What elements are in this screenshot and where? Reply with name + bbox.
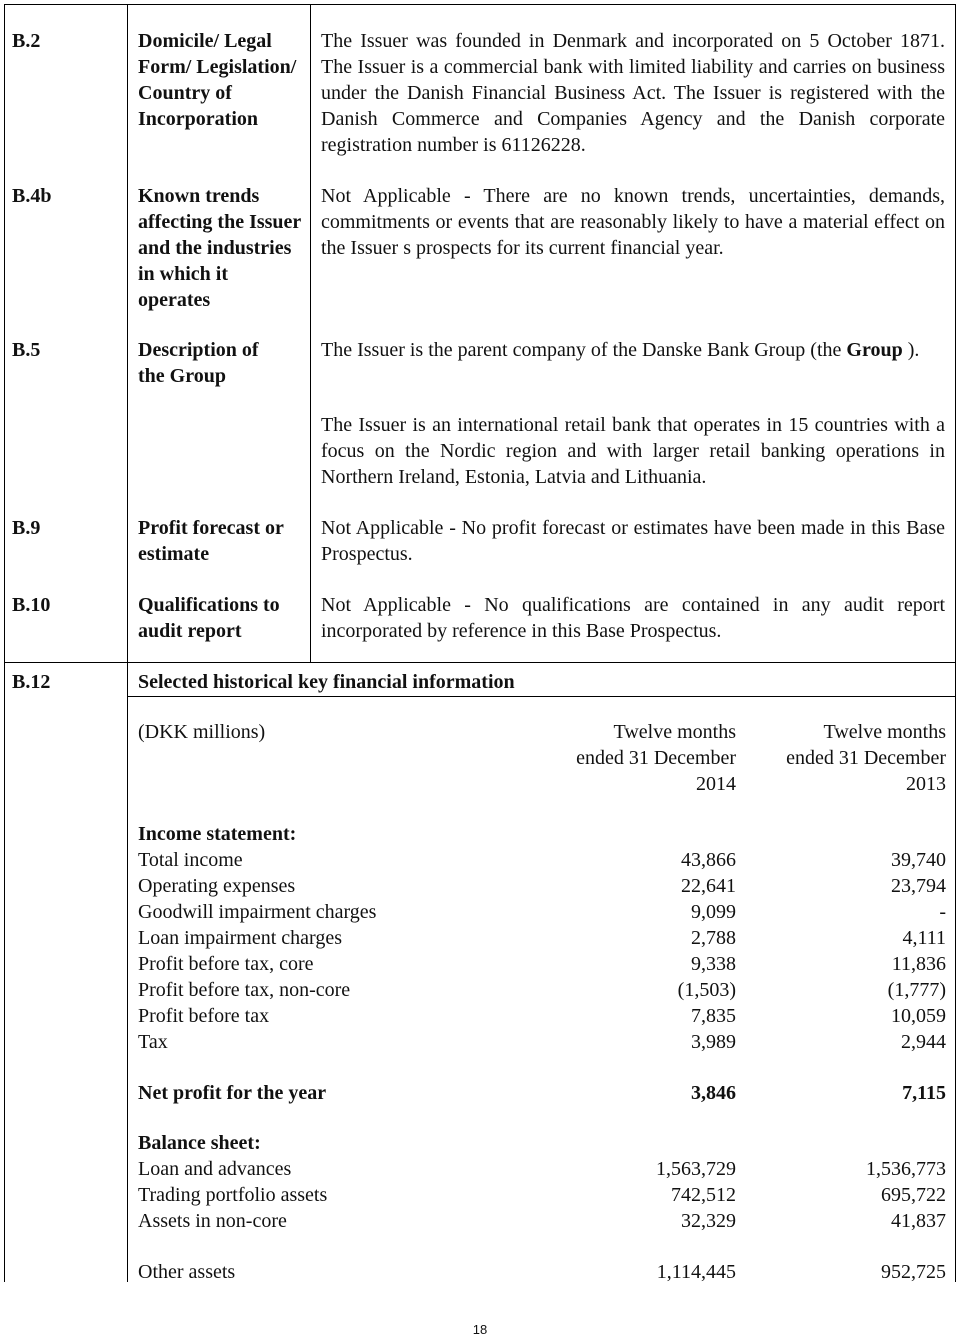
table-cell-2014: 7,835 xyxy=(691,1005,736,1027)
net-profit-2014: 3,846 xyxy=(691,1082,736,1104)
column-divider-code xyxy=(127,4,128,662)
table-row-label: Loan and advances xyxy=(138,1158,292,1180)
table-border-left xyxy=(4,4,5,1282)
column-divider-b12 xyxy=(127,662,128,696)
section-text-b5 xyxy=(321,337,945,363)
section-text-b9: Not Applicable - No profit forecast or estimates have been made in this Base Prospectus. xyxy=(321,517,945,565)
table-cell-2014: 9,338 xyxy=(691,953,736,975)
table-cell-2014: 9,099 xyxy=(691,901,736,923)
column-header-2014 xyxy=(540,719,736,797)
row-divider-b12-top xyxy=(4,662,956,663)
section-label-b2: Domicile/ Legal Form/ Legislation/ Country of Incorporation xyxy=(138,30,297,130)
table-cell-2013: 2,944 xyxy=(901,1031,946,1053)
table-row-label: Assets in non-core xyxy=(138,1210,287,1232)
section-label-b10: Qualifications to audit report xyxy=(138,594,280,642)
table-cell-2014: 2,788 xyxy=(691,927,736,949)
header-2013-line2: ended 31 December xyxy=(786,747,946,769)
table-cell-2013: 39,740 xyxy=(891,849,946,871)
header-2014-line1: Twelve months xyxy=(613,721,736,743)
section-text-b5-second: The Issuer is an international retail bank that operates in 15 countries with a focus on the Nordic region and with larger retail banking operations in Northern Ireland, Estonia, Latvia and Lithuania. xyxy=(321,414,945,488)
table-cell-2013: 10,059 xyxy=(891,1005,946,1027)
table-cell-2013: 1,536,773 xyxy=(866,1158,946,1180)
column-header-2013 xyxy=(750,719,946,797)
header-2013-line3: 2013 xyxy=(906,773,946,795)
section-code-b5: B.5 xyxy=(12,339,41,361)
section-code-b12: B.12 xyxy=(12,671,51,693)
section-text-b10: Not Applicable - No qualifications are contained in any audit report incorporated by reference in this Base Prospectus. xyxy=(321,594,945,642)
header-2014-line3: 2014 xyxy=(696,773,736,795)
table-cell-2014: 43,866 xyxy=(681,849,736,871)
table-cell-2013: (1,777) xyxy=(887,979,946,1001)
table-cell-2014: 32,329 xyxy=(681,1210,736,1232)
page-number: 18 xyxy=(472,1322,488,1337)
section-text-b2: The Issuer was founded in Denmark and incorporated on 5 October 1871. The Issuer is a commercial bank with limited liability and carries on business under the Danish Financial Business Act. The Issuer is registered with the Danish Commerce and Companies Agency and the Danish corporate registration number is 61126228. xyxy=(321,30,945,156)
section-label-b5: Description of the Group xyxy=(138,339,259,387)
table-cell-2013: 41,837 xyxy=(891,1210,946,1232)
table-cell-2013: 23,794 xyxy=(891,875,946,897)
section-label-b9: Profit forecast or estimate xyxy=(138,517,284,565)
unit-label: (DKK millions) xyxy=(138,721,266,743)
table-cell-2014: 3,989 xyxy=(691,1031,736,1053)
table-cell-2014: 1,563,729 xyxy=(656,1158,736,1180)
table-cell-2014: 742,512 xyxy=(671,1184,736,1206)
section-code-b4b: B.4b xyxy=(12,185,52,207)
table-border-top xyxy=(4,4,956,5)
b5-text-post: ). xyxy=(902,339,920,361)
header-2013-line1: Twelve months xyxy=(823,721,946,743)
column-divider-label xyxy=(310,4,311,662)
net-profit-label: Net profit for the year xyxy=(138,1082,327,1104)
balance-sheet-title: Balance sheet: xyxy=(138,1132,261,1154)
section-code-b2: B.2 xyxy=(12,30,41,52)
section-code-b10: B.10 xyxy=(12,594,51,616)
table-cell-2014: 1,114,445 xyxy=(656,1261,736,1283)
section-label-b12: Selected historical key financial information xyxy=(138,671,515,693)
row-divider-b12-bottom xyxy=(127,696,956,697)
table-row-label: Profit before tax xyxy=(138,1005,270,1027)
table-cell-2013: 952,725 xyxy=(881,1261,946,1283)
net-profit-2013: 7,115 xyxy=(902,1082,946,1104)
section-label-b4b: Known trends affecting the Issuer and the industries in which it operates xyxy=(138,185,301,311)
section-text-b4b: Not Applicable - There are no known trends, uncertainties, demands, commitments or events that are reasonably likely to have a material effect on the Issuer s prospects for its current financial year. xyxy=(321,185,945,259)
table-cell-2013: 695,722 xyxy=(881,1184,946,1206)
table-row-label: Trading portfolio assets xyxy=(138,1184,328,1206)
table-row-label: Tax xyxy=(138,1031,168,1053)
income-statement-title: Income statement: xyxy=(138,823,297,845)
table-row-label: Profit before tax, core xyxy=(138,953,314,975)
table-row-label: Loan impairment charges xyxy=(138,927,343,949)
table-border-right xyxy=(955,4,956,1282)
table-row-label: Total income xyxy=(138,849,243,871)
section-code-b9: B.9 xyxy=(12,517,41,539)
table-row-label: Profit before tax, non-core xyxy=(138,979,351,1001)
table-cell-2014: 22,641 xyxy=(681,875,736,897)
table-cell-2013: 11,836 xyxy=(891,953,946,975)
table-cell-2014: (1,503) xyxy=(677,979,736,1001)
header-2014-line2: ended 31 December xyxy=(576,747,736,769)
b5-text-group-term: Group xyxy=(846,339,903,361)
column-divider-financials xyxy=(127,696,128,1282)
table-cell-2013: - xyxy=(939,901,946,923)
table-cell-2013: 4,111 xyxy=(902,927,946,949)
b5-text-pre: The Issuer is the parent company of the Danske Bank Group (the xyxy=(321,339,847,361)
table-row-label: Goodwill impairment charges xyxy=(138,901,377,923)
table-row-label: Other assets xyxy=(138,1261,236,1283)
table-row-label: Operating expenses xyxy=(138,875,296,897)
